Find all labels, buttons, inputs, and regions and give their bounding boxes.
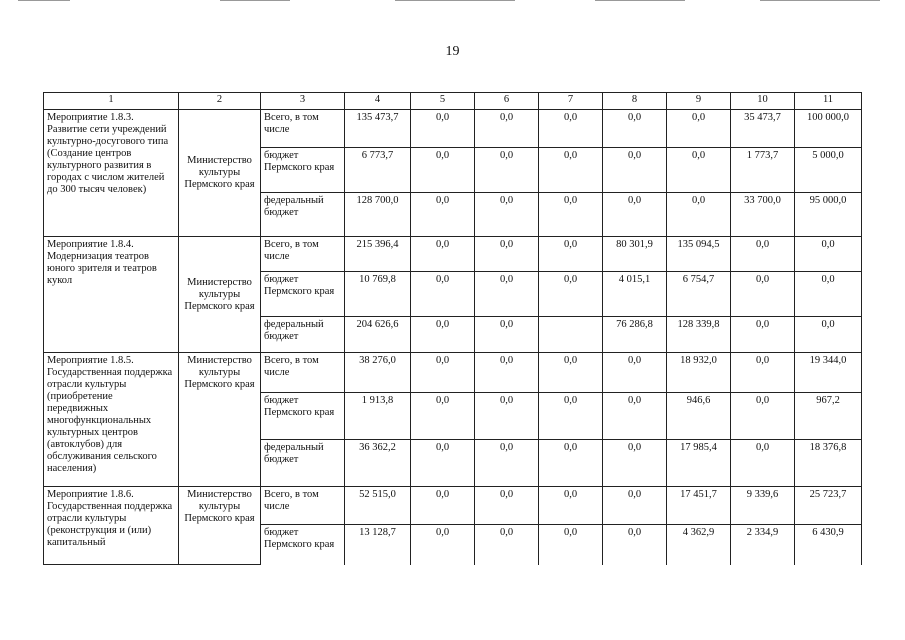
amount-cell: 0,0 <box>475 148 539 193</box>
column-header: 11 <box>795 93 862 110</box>
column-header: 1 <box>44 93 179 110</box>
amount-cell: 6 773,7 <box>345 148 411 193</box>
amount-cell: 0,0 <box>603 353 667 393</box>
amount-cell: 95 000,0 <box>795 193 862 237</box>
budget-table <box>43 92 862 565</box>
amount-cell: 967,2 <box>795 393 862 440</box>
funding-source: бюджет Пермского края <box>261 525 345 565</box>
amount-cell: 0,0 <box>795 317 862 353</box>
amount-cell: 25 723,7 <box>795 487 862 525</box>
header-row <box>44 93 862 110</box>
funding-source: бюджет Пермского края <box>261 148 345 193</box>
amount-cell: 17 985,4 <box>667 440 731 487</box>
activity-name: Мероприятие 1.8.5. Государственная поддержка отрасли культуры (приобретение передвижных многофункциональных культурных центров (автоклубов) для обслуживания сельского населения) <box>44 353 179 487</box>
amount-cell: 76 286,8 <box>603 317 667 353</box>
funding-source: Всего, в том числе <box>261 110 345 148</box>
amount-cell: 0,0 <box>539 272 603 317</box>
amount-cell: 35 473,7 <box>731 110 795 148</box>
amount-cell: 4 362,9 <box>667 525 731 565</box>
amount-cell: 4 015,1 <box>603 272 667 317</box>
amount-cell: 135 473,7 <box>345 110 411 148</box>
amount-cell: 0,0 <box>795 272 862 317</box>
amount-cell: 0,0 <box>539 193 603 237</box>
amount-cell: 0,0 <box>411 440 475 487</box>
amount-cell: 5 000,0 <box>795 148 862 193</box>
amount-cell: 0,0 <box>539 487 603 525</box>
amount-cell: 0,0 <box>603 193 667 237</box>
amount-cell: 0,0 <box>795 237 862 272</box>
amount-cell: 13 128,7 <box>345 525 411 565</box>
amount-cell: 0,0 <box>731 353 795 393</box>
amount-cell: 80 301,9 <box>603 237 667 272</box>
amount-cell: 18 376,8 <box>795 440 862 487</box>
amount-cell: 0,0 <box>603 393 667 440</box>
amount-cell: 0,0 <box>475 317 539 353</box>
amount-cell: 0,0 <box>411 193 475 237</box>
amount-cell: 2 334,9 <box>731 525 795 565</box>
amount-cell: 0,0 <box>411 237 475 272</box>
table-row <box>44 110 862 148</box>
amount-cell: 0,0 <box>475 237 539 272</box>
amount-cell: 0,0 <box>603 110 667 148</box>
amount-cell: 0,0 <box>603 487 667 525</box>
amount-cell: 204 626,6 <box>345 317 411 353</box>
amount-cell: 135 094,5 <box>667 237 731 272</box>
amount-cell: 0,0 <box>475 353 539 393</box>
amount-cell: 0,0 <box>411 317 475 353</box>
amount-cell: 18 932,0 <box>667 353 731 393</box>
responsible-org: Министерство культуры Пермского края <box>179 110 261 237</box>
amount-cell: 0,0 <box>475 487 539 525</box>
amount-cell: 6 754,7 <box>667 272 731 317</box>
amount-cell: 0,0 <box>667 110 731 148</box>
amount-cell: 0,0 <box>539 393 603 440</box>
scan-edge-line <box>595 0 685 1</box>
responsible-org: Министерство культуры Пермского края <box>179 353 261 487</box>
amount-cell: 0,0 <box>731 440 795 487</box>
responsible-org: Министерство культуры Пермского края <box>179 237 261 353</box>
amount-cell: 0,0 <box>475 110 539 148</box>
amount-cell: 36 362,2 <box>345 440 411 487</box>
amount-cell: 0,0 <box>475 272 539 317</box>
amount-cell: 128 339,8 <box>667 317 731 353</box>
amount-cell: 128 700,0 <box>345 193 411 237</box>
amount-cell: 1 773,7 <box>731 148 795 193</box>
amount-cell: 6 430,9 <box>795 525 862 565</box>
amount-cell: 0,0 <box>539 440 603 487</box>
amount-cell: 0,0 <box>411 487 475 525</box>
amount-cell: 215 396,4 <box>345 237 411 272</box>
activity-name: Мероприятие 1.8.6. Государственная поддержка отрасли культуры (реконструкция и (или) капитальный <box>44 487 179 565</box>
amount-cell: 0,0 <box>411 353 475 393</box>
scan-edge-line <box>220 0 290 1</box>
amount-cell: 10 769,8 <box>345 272 411 317</box>
scan-edge-line <box>395 0 515 1</box>
page-number: 19 <box>445 44 460 59</box>
column-header: 9 <box>667 93 731 110</box>
amount-cell: 0,0 <box>475 440 539 487</box>
table-row <box>44 353 862 393</box>
funding-source: федеральный бюджет <box>261 440 345 487</box>
amount-cell: 0,0 <box>603 525 667 565</box>
amount-cell: 52 515,0 <box>345 487 411 525</box>
column-header: 2 <box>179 93 261 110</box>
amount-cell: 0,0 <box>603 148 667 193</box>
amount-cell: 0,0 <box>539 237 603 272</box>
amount-cell: 0,0 <box>667 148 731 193</box>
table-body <box>44 93 862 565</box>
amount-cell: 0,0 <box>731 272 795 317</box>
column-header: 7 <box>539 93 603 110</box>
amount-cell: 0,0 <box>539 353 603 393</box>
amount-cell: 0,0 <box>411 525 475 565</box>
amount-cell: 0,0 <box>539 525 603 565</box>
column-header: 3 <box>261 93 345 110</box>
activity-name: Мероприятие 1.8.4. Модернизация театров юного зрителя и театров кукол <box>44 237 179 353</box>
scan-edge-line <box>760 0 880 1</box>
amount-cell: 0,0 <box>411 110 475 148</box>
funding-source: федеральный бюджет <box>261 317 345 353</box>
amount-cell: 0,0 <box>475 393 539 440</box>
amount-cell: 0,0 <box>731 317 795 353</box>
amount-cell: 946,6 <box>667 393 731 440</box>
amount-cell <box>539 317 603 353</box>
amount-cell: 33 700,0 <box>731 193 795 237</box>
amount-cell: 1 913,8 <box>345 393 411 440</box>
amount-cell: 0,0 <box>603 440 667 487</box>
amount-cell: 19 344,0 <box>795 353 862 393</box>
column-header: 10 <box>731 93 795 110</box>
amount-cell: 0,0 <box>411 393 475 440</box>
amount-cell: 0,0 <box>539 148 603 193</box>
table-row <box>44 237 862 272</box>
amount-cell: 100 000,0 <box>795 110 862 148</box>
funding-source: Всего, в том числе <box>261 487 345 525</box>
activity-name: Мероприятие 1.8.3. Развитие сети учреждений культурно-досугового типа (Создание центров культурного развития в городах с числом жителей до 300 тысяч человек) <box>44 110 179 237</box>
table-row <box>44 487 862 525</box>
column-header: 8 <box>603 93 667 110</box>
amount-cell: 0,0 <box>411 272 475 317</box>
amount-cell: 0,0 <box>411 148 475 193</box>
funding-source: Всего, в том числе <box>261 353 345 393</box>
responsible-org: Министерство культуры Пермского края <box>179 487 261 565</box>
funding-source: бюджет Пермского края <box>261 393 345 440</box>
amount-cell: 0,0 <box>731 237 795 272</box>
amount-cell: 0,0 <box>475 193 539 237</box>
funding-source: Всего, в том числе <box>261 237 345 272</box>
amount-cell: 38 276,0 <box>345 353 411 393</box>
amount-cell: 0,0 <box>667 193 731 237</box>
amount-cell: 0,0 <box>475 525 539 565</box>
column-header: 5 <box>411 93 475 110</box>
amount-cell: 0,0 <box>539 110 603 148</box>
funding-source: федеральный бюджет <box>261 193 345 237</box>
amount-cell: 17 451,7 <box>667 487 731 525</box>
amount-cell: 0,0 <box>731 393 795 440</box>
funding-source: бюджет Пермского края <box>261 272 345 317</box>
column-header: 4 <box>345 93 411 110</box>
column-header: 6 <box>475 93 539 110</box>
scan-edge-line <box>18 0 70 1</box>
amount-cell: 9 339,6 <box>731 487 795 525</box>
